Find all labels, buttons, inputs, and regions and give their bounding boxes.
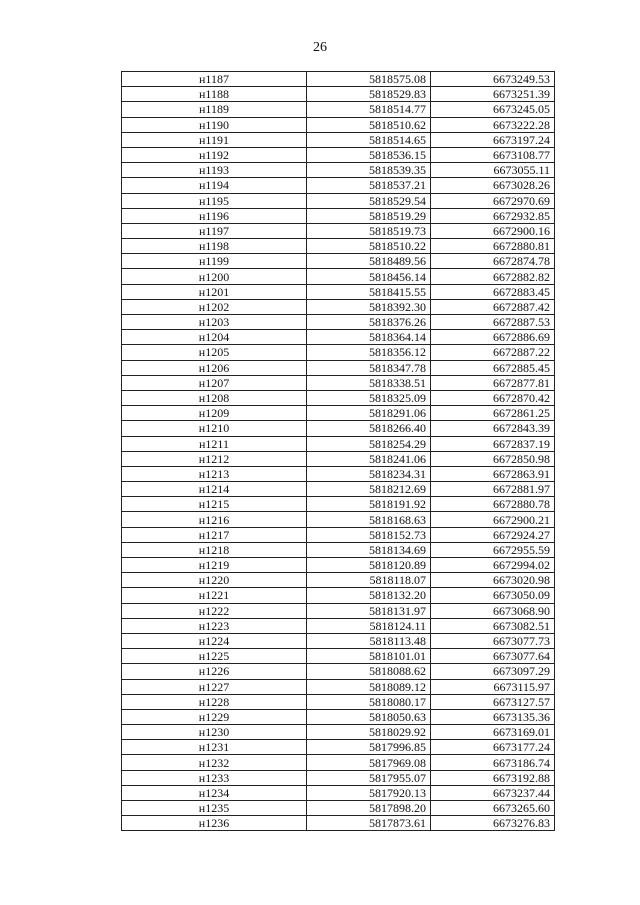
table-row <box>122 102 555 117</box>
coordinates-table-body <box>122 72 555 831</box>
x-coordinate-cell: 5818089.12 <box>307 679 431 694</box>
table-row <box>122 178 555 193</box>
table-row <box>122 466 555 481</box>
table-row <box>122 269 555 284</box>
table-row <box>122 816 555 831</box>
point-id-cell: н1195 <box>122 193 307 208</box>
table-row <box>122 542 555 557</box>
point-id-cell: н1196 <box>122 208 307 223</box>
x-coordinate-cell: 5818325.09 <box>307 390 431 405</box>
point-id-cell: н1194 <box>122 178 307 193</box>
table-row <box>122 223 555 238</box>
y-coordinate-cell: 6673020.98 <box>431 573 555 588</box>
y-coordinate-cell: 6672863.91 <box>431 466 555 481</box>
point-id-cell: н1224 <box>122 633 307 648</box>
point-id-cell: н1199 <box>122 254 307 269</box>
table-row <box>122 330 555 345</box>
table-row <box>122 633 555 648</box>
x-coordinate-cell: 5818415.55 <box>307 284 431 299</box>
table-row <box>122 239 555 254</box>
x-coordinate-cell: 5818364.14 <box>307 330 431 345</box>
point-id-cell: н1193 <box>122 163 307 178</box>
point-id-cell: н1225 <box>122 649 307 664</box>
table-row <box>122 497 555 512</box>
y-coordinate-cell: 6672843.39 <box>431 421 555 436</box>
table-row <box>122 208 555 223</box>
table-row <box>122 603 555 618</box>
y-coordinate-cell: 6672874.78 <box>431 254 555 269</box>
y-coordinate-cell: 6672924.27 <box>431 527 555 542</box>
x-coordinate-cell: 5818529.54 <box>307 193 431 208</box>
table-row <box>122 299 555 314</box>
y-coordinate-cell: 6673251.39 <box>431 87 555 102</box>
y-coordinate-cell: 6672837.19 <box>431 436 555 451</box>
x-coordinate-cell: 5818338.51 <box>307 375 431 390</box>
point-id-cell: н1207 <box>122 375 307 390</box>
x-coordinate-cell: 5818113.48 <box>307 633 431 648</box>
table-row <box>122 512 555 527</box>
y-coordinate-cell: 6672861.25 <box>431 406 555 421</box>
table-row <box>122 390 555 405</box>
y-coordinate-cell: 6673050.09 <box>431 588 555 603</box>
y-coordinate-cell: 6673135.36 <box>431 709 555 724</box>
y-coordinate-cell: 6673115.97 <box>431 679 555 694</box>
point-id-cell: н1231 <box>122 740 307 755</box>
point-id-cell: н1187 <box>122 72 307 87</box>
x-coordinate-cell: 5818514.65 <box>307 132 431 147</box>
table-row <box>122 573 555 588</box>
point-id-cell: н1190 <box>122 117 307 132</box>
y-coordinate-cell: 6673077.73 <box>431 633 555 648</box>
y-coordinate-cell: 6672994.02 <box>431 558 555 573</box>
table-row <box>122 664 555 679</box>
x-coordinate-cell: 5818168.63 <box>307 512 431 527</box>
table-row <box>122 725 555 740</box>
table-row <box>122 709 555 724</box>
x-coordinate-cell: 5818080.17 <box>307 694 431 709</box>
y-coordinate-cell: 6672877.81 <box>431 375 555 390</box>
y-coordinate-cell: 6672932.85 <box>431 208 555 223</box>
y-coordinate-cell: 6673276.83 <box>431 816 555 831</box>
y-coordinate-cell: 6672900.21 <box>431 512 555 527</box>
x-coordinate-cell: 5818266.40 <box>307 421 431 436</box>
point-id-cell: н1217 <box>122 527 307 542</box>
point-id-cell: н1211 <box>122 436 307 451</box>
table-row <box>122 755 555 770</box>
y-coordinate-cell: 6673222.28 <box>431 117 555 132</box>
y-coordinate-cell: 6673077.64 <box>431 649 555 664</box>
point-id-cell: н1200 <box>122 269 307 284</box>
point-id-cell: н1215 <box>122 497 307 512</box>
x-coordinate-cell: 5818254.29 <box>307 436 431 451</box>
x-coordinate-cell: 5818456.14 <box>307 269 431 284</box>
point-id-cell: н1205 <box>122 345 307 360</box>
table-row <box>122 132 555 147</box>
x-coordinate-cell: 5818241.06 <box>307 451 431 466</box>
x-coordinate-cell: 5818134.69 <box>307 542 431 557</box>
table-row <box>122 72 555 87</box>
x-coordinate-cell: 5818539.35 <box>307 163 431 178</box>
table-row <box>122 421 555 436</box>
point-id-cell: н1218 <box>122 542 307 557</box>
table-row <box>122 679 555 694</box>
y-coordinate-cell: 6672881.97 <box>431 482 555 497</box>
y-coordinate-cell: 6673197.24 <box>431 132 555 147</box>
point-id-cell: н1198 <box>122 239 307 254</box>
point-id-cell: н1236 <box>122 816 307 831</box>
table-row <box>122 527 555 542</box>
x-coordinate-cell: 5817969.08 <box>307 755 431 770</box>
y-coordinate-cell: 6673169.01 <box>431 725 555 740</box>
y-coordinate-cell: 6672887.53 <box>431 315 555 330</box>
x-coordinate-cell: 5818191.92 <box>307 497 431 512</box>
point-id-cell: н1189 <box>122 102 307 117</box>
x-coordinate-cell: 5818529.83 <box>307 87 431 102</box>
x-coordinate-cell: 5818132.20 <box>307 588 431 603</box>
x-coordinate-cell: 5818536.15 <box>307 147 431 162</box>
point-id-cell: н1202 <box>122 299 307 314</box>
table-row <box>122 770 555 785</box>
coordinates-table <box>121 71 555 831</box>
point-id-cell: н1201 <box>122 284 307 299</box>
y-coordinate-cell: 6673068.90 <box>431 603 555 618</box>
point-id-cell: н1203 <box>122 315 307 330</box>
table-row <box>122 315 555 330</box>
x-coordinate-cell: 5818519.73 <box>307 223 431 238</box>
x-coordinate-cell: 5817955.07 <box>307 770 431 785</box>
y-coordinate-cell: 6673055.11 <box>431 163 555 178</box>
x-coordinate-cell: 5818120.89 <box>307 558 431 573</box>
y-coordinate-cell: 6673265.60 <box>431 801 555 816</box>
point-id-cell: н1197 <box>122 223 307 238</box>
point-id-cell: н1226 <box>122 664 307 679</box>
table-row <box>122 406 555 421</box>
x-coordinate-cell: 5818234.31 <box>307 466 431 481</box>
y-coordinate-cell: 6673108.77 <box>431 147 555 162</box>
y-coordinate-cell: 6672882.82 <box>431 269 555 284</box>
x-coordinate-cell: 5818356.12 <box>307 345 431 360</box>
x-coordinate-cell: 5817996.85 <box>307 740 431 755</box>
table-row <box>122 740 555 755</box>
x-coordinate-cell: 5818118.07 <box>307 573 431 588</box>
y-coordinate-cell: 6672880.78 <box>431 497 555 512</box>
point-id-cell: н1235 <box>122 801 307 816</box>
table-row <box>122 87 555 102</box>
table-row <box>122 451 555 466</box>
x-coordinate-cell: 5818347.78 <box>307 360 431 375</box>
x-coordinate-cell: 5817873.61 <box>307 816 431 831</box>
y-coordinate-cell: 6673097.29 <box>431 664 555 679</box>
point-id-cell: н1232 <box>122 755 307 770</box>
point-id-cell: н1204 <box>122 330 307 345</box>
point-id-cell: н1219 <box>122 558 307 573</box>
point-id-cell: н1208 <box>122 390 307 405</box>
x-coordinate-cell: 5818124.11 <box>307 618 431 633</box>
y-coordinate-cell: 6673177.24 <box>431 740 555 755</box>
y-coordinate-cell: 6672887.42 <box>431 299 555 314</box>
y-coordinate-cell: 6672883.45 <box>431 284 555 299</box>
x-coordinate-cell: 5818575.08 <box>307 72 431 87</box>
x-coordinate-cell: 5818510.62 <box>307 117 431 132</box>
x-coordinate-cell: 5818131.97 <box>307 603 431 618</box>
table-row <box>122 694 555 709</box>
x-coordinate-cell: 5818489.56 <box>307 254 431 269</box>
point-id-cell: н1221 <box>122 588 307 603</box>
x-coordinate-cell: 5818510.22 <box>307 239 431 254</box>
point-id-cell: н1223 <box>122 618 307 633</box>
x-coordinate-cell: 5818101.01 <box>307 649 431 664</box>
table-row <box>122 588 555 603</box>
page-number: 26 <box>313 40 327 55</box>
point-id-cell: н1209 <box>122 406 307 421</box>
x-coordinate-cell: 5818537.21 <box>307 178 431 193</box>
point-id-cell: н1222 <box>122 603 307 618</box>
y-coordinate-cell: 6672870.42 <box>431 390 555 405</box>
x-coordinate-cell: 5818029.92 <box>307 725 431 740</box>
point-id-cell: н1210 <box>122 421 307 436</box>
x-coordinate-cell: 5818514.77 <box>307 102 431 117</box>
point-id-cell: н1233 <box>122 770 307 785</box>
point-id-cell: н1212 <box>122 451 307 466</box>
y-coordinate-cell: 6673127.57 <box>431 694 555 709</box>
table-row <box>122 117 555 132</box>
table-row <box>122 618 555 633</box>
table-row <box>122 375 555 390</box>
table-row <box>122 801 555 816</box>
x-coordinate-cell: 5818519.29 <box>307 208 431 223</box>
y-coordinate-cell: 6672900.16 <box>431 223 555 238</box>
y-coordinate-cell: 6672850.98 <box>431 451 555 466</box>
y-coordinate-cell: 6672885.45 <box>431 360 555 375</box>
x-coordinate-cell: 5818152.73 <box>307 527 431 542</box>
y-coordinate-cell: 6673186.74 <box>431 755 555 770</box>
point-id-cell: н1227 <box>122 679 307 694</box>
table-row <box>122 147 555 162</box>
y-coordinate-cell: 6672887.22 <box>431 345 555 360</box>
point-id-cell: н1206 <box>122 360 307 375</box>
table-row <box>122 284 555 299</box>
y-coordinate-cell: 6672880.81 <box>431 239 555 254</box>
table-row <box>122 193 555 208</box>
y-coordinate-cell: 6673237.44 <box>431 785 555 800</box>
point-id-cell: н1192 <box>122 147 307 162</box>
y-coordinate-cell: 6673082.51 <box>431 618 555 633</box>
y-coordinate-cell: 6672955.59 <box>431 542 555 557</box>
point-id-cell: н1216 <box>122 512 307 527</box>
y-coordinate-cell: 6673245.05 <box>431 102 555 117</box>
point-id-cell: н1228 <box>122 694 307 709</box>
x-coordinate-cell: 5817898.20 <box>307 801 431 816</box>
point-id-cell: н1213 <box>122 466 307 481</box>
point-id-cell: н1234 <box>122 785 307 800</box>
point-id-cell: н1229 <box>122 709 307 724</box>
table-row <box>122 482 555 497</box>
x-coordinate-cell: 5818291.06 <box>307 406 431 421</box>
y-coordinate-cell: 6672970.69 <box>431 193 555 208</box>
table-row <box>122 254 555 269</box>
x-coordinate-cell: 5818376.26 <box>307 315 431 330</box>
table-row <box>122 785 555 800</box>
x-coordinate-cell: 5818392.30 <box>307 299 431 314</box>
table-row <box>122 649 555 664</box>
y-coordinate-cell: 6673028.26 <box>431 178 555 193</box>
y-coordinate-cell: 6673249.53 <box>431 72 555 87</box>
point-id-cell: н1191 <box>122 132 307 147</box>
y-coordinate-cell: 6673192.88 <box>431 770 555 785</box>
table-row <box>122 558 555 573</box>
y-coordinate-cell: 6672886.69 <box>431 330 555 345</box>
table-row <box>122 436 555 451</box>
table-row <box>122 345 555 360</box>
table-row <box>122 360 555 375</box>
point-id-cell: н1188 <box>122 87 307 102</box>
point-id-cell: н1220 <box>122 573 307 588</box>
x-coordinate-cell: 5818088.62 <box>307 664 431 679</box>
x-coordinate-cell: 5818050.63 <box>307 709 431 724</box>
point-id-cell: н1214 <box>122 482 307 497</box>
x-coordinate-cell: 5818212.69 <box>307 482 431 497</box>
x-coordinate-cell: 5817920.13 <box>307 785 431 800</box>
point-id-cell: н1230 <box>122 725 307 740</box>
table-row <box>122 163 555 178</box>
